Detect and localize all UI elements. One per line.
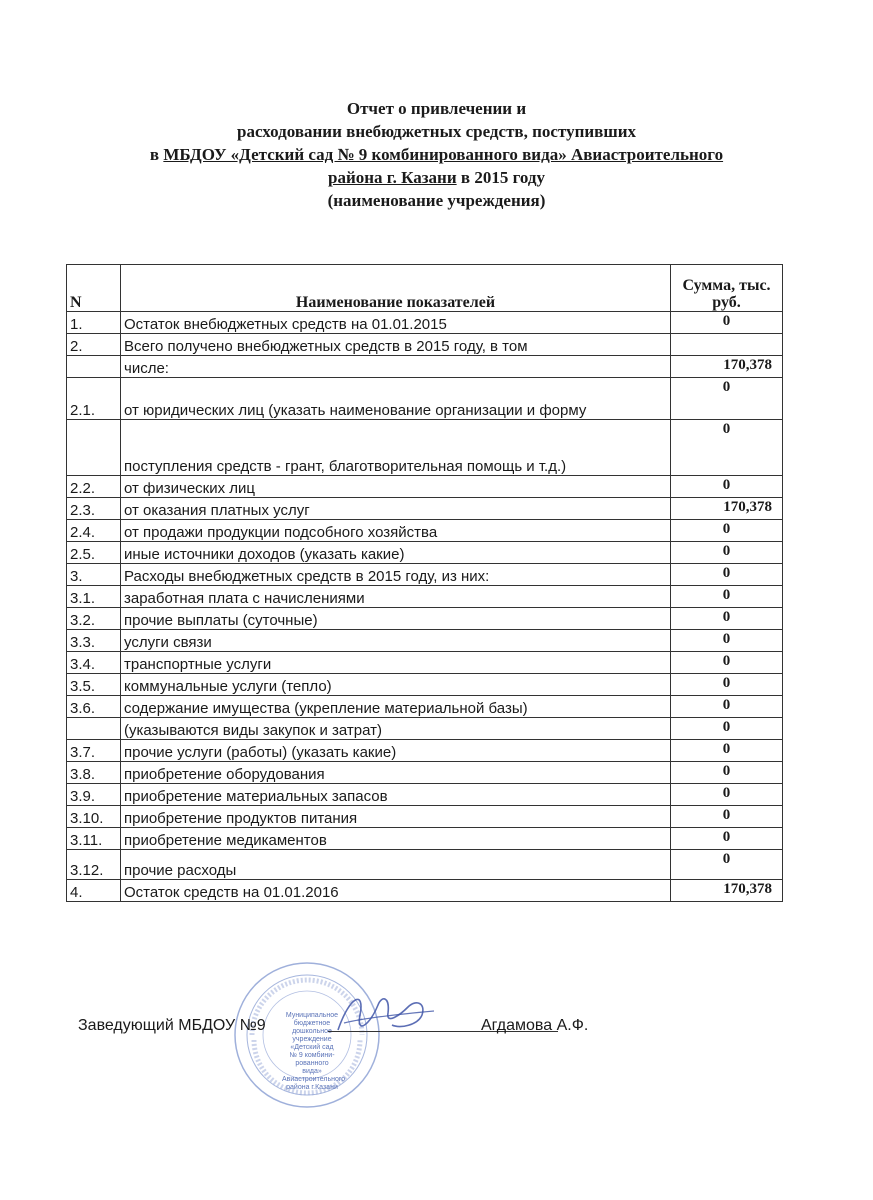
row-indicator-name: Расходы внебюджетных средств в 2015 году, из них:: [121, 564, 671, 586]
row-number: 3.6.: [67, 696, 121, 718]
row-number: 3.7.: [67, 740, 121, 762]
row-number: 3.5.: [67, 674, 121, 696]
row-number: [67, 356, 121, 378]
institution-caption: (наименование учреждения): [327, 191, 546, 210]
signatory-name: Агдамова А.Ф.: [481, 1017, 589, 1034]
row-indicator-name: от физических лиц: [121, 476, 671, 498]
table-row: [67, 586, 783, 608]
table-row: [67, 630, 783, 652]
row-indicator-name: (указываются виды закупок и затрат): [121, 718, 671, 740]
row-amount: 0: [671, 378, 783, 420]
row-amount: 0: [671, 630, 783, 652]
row-indicator-name: от продажи продукции подсобного хозяйства: [121, 520, 671, 542]
row-number: 4.: [67, 880, 121, 902]
row-indicator-name: прочие выплаты (суточные): [121, 608, 671, 630]
row-amount: 170,378: [671, 498, 783, 520]
row-amount: [671, 334, 783, 356]
table-row: [67, 420, 783, 476]
row-indicator-name: приобретение оборудования: [121, 762, 671, 784]
table-row: [67, 718, 783, 740]
signature-block: [78, 1017, 698, 1047]
row-number: 3.12.: [67, 850, 121, 880]
stamp-line: бюджетное: [293, 1020, 331, 1027]
report-table: [66, 264, 783, 902]
table-row: [67, 378, 783, 420]
stamp-line: рованного: [295, 1060, 329, 1067]
table-row: [67, 740, 783, 762]
row-amount: 0: [671, 850, 783, 880]
table-header-row: [67, 265, 783, 312]
row-indicator-name: Остаток средств на 01.01.2016: [121, 880, 671, 902]
row-number: 3.4.: [67, 652, 121, 674]
row-amount: 0: [671, 520, 783, 542]
row-number: 2.: [67, 334, 121, 356]
row-amount: 170,378: [671, 356, 783, 378]
table-row: [67, 520, 783, 542]
row-number: 3.2.: [67, 608, 121, 630]
column-header-number: N: [67, 265, 121, 312]
row-number: 3.9.: [67, 784, 121, 806]
table-row: [67, 696, 783, 718]
row-number: 2.4.: [67, 520, 121, 542]
row-amount: 170,378: [671, 880, 783, 902]
row-number: 3.11.: [67, 828, 121, 850]
row-number: 3.8.: [67, 762, 121, 784]
row-indicator-name: приобретение материальных запасов: [121, 784, 671, 806]
table-row: [67, 674, 783, 696]
row-indicator-name: иные источники доходов (указать какие): [121, 542, 671, 564]
row-amount: 0: [671, 674, 783, 696]
row-indicator-name: услуги связи: [121, 630, 671, 652]
row-amount: 0: [671, 608, 783, 630]
title-line-1: Отчет о привлечении и: [346, 99, 527, 118]
row-number: 3.3.: [67, 630, 121, 652]
table-row: [67, 652, 783, 674]
row-number: 1.: [67, 312, 121, 334]
row-number: [67, 420, 121, 476]
title-line-2: расходовании внебюджетных средств, поступивших: [237, 122, 636, 141]
row-indicator-name: Всего получено внебюджетных средств в 2015 году, в том: [121, 334, 671, 356]
row-indicator-name: содержание имущества (укрепление материальной базы): [121, 696, 671, 718]
row-indicator-name: числе:: [121, 356, 671, 378]
table-row: [67, 312, 783, 334]
row-number: 3.1.: [67, 586, 121, 608]
table-row: [67, 762, 783, 784]
row-amount: 0: [671, 784, 783, 806]
row-indicator-name: транспортные услуги: [121, 652, 671, 674]
row-amount: 0: [671, 762, 783, 784]
stamp-line: вида» Авиастроительного: [282, 1068, 346, 1083]
stamp-line: Муниципальное: [285, 1012, 339, 1019]
title-prefix: в: [149, 145, 164, 164]
table-row: [67, 476, 783, 498]
table-row: [67, 828, 783, 850]
signatory-role: Заведующий МБДОУ №9: [78, 1017, 266, 1034]
row-indicator-name: прочие услуги (работы) (указать какие): [121, 740, 671, 762]
row-indicator-name: от юридических лиц (указать наименование организации и форму: [121, 378, 671, 420]
row-amount: 0: [671, 586, 783, 608]
table-row: [67, 806, 783, 828]
row-indicator-name: приобретение продуктов питания: [121, 806, 671, 828]
table-row: [67, 542, 783, 564]
table-body: [67, 312, 783, 902]
table-row: [67, 850, 783, 880]
column-header-name: Наименование показателей: [121, 265, 671, 312]
stamp-line: дошкольное: [292, 1028, 332, 1035]
title-line-4: [40, 166, 833, 189]
row-amount: 0: [671, 652, 783, 674]
table-row: [67, 608, 783, 630]
row-indicator-name: от оказания платных услуг: [121, 498, 671, 520]
row-amount: 0: [671, 718, 783, 740]
row-amount: 0: [671, 564, 783, 586]
row-amount: 0: [671, 740, 783, 762]
row-indicator-name: поступления средств - грант, благотворительная помощь и т.д.): [121, 420, 671, 476]
row-amount: 0: [671, 420, 783, 476]
row-indicator-name: заработная плата с начислениями: [121, 586, 671, 608]
row-number: 3.10.: [67, 806, 121, 828]
table-row: [67, 564, 783, 586]
column-header-sum: Сумма, тыс. руб.: [671, 265, 783, 312]
row-number: 2.2.: [67, 476, 121, 498]
title-line-3: [40, 143, 833, 166]
row-number: 2.5.: [67, 542, 121, 564]
row-amount: 0: [671, 542, 783, 564]
stamp-line: района г.Казани: [286, 1084, 338, 1091]
row-indicator-name: прочие расходы: [121, 850, 671, 880]
table-row: [67, 356, 783, 378]
table-row: [67, 880, 783, 902]
table-row: [67, 334, 783, 356]
row-number: 2.3.: [67, 498, 121, 520]
stamp-line: учреждение: [292, 1036, 332, 1043]
row-indicator-name: коммунальные услуги (тепло): [121, 674, 671, 696]
row-number: [67, 718, 121, 740]
row-amount: 0: [671, 806, 783, 828]
row-indicator-name: Остаток внебюджетных средств на 01.01.2015: [121, 312, 671, 334]
table-row: [67, 498, 783, 520]
report-header: [40, 97, 833, 212]
row-number: 3.: [67, 564, 121, 586]
row-number: 2.1.: [67, 378, 121, 420]
row-amount: 0: [671, 476, 783, 498]
institution-district: района г. Казани: [328, 168, 457, 187]
row-indicator-name: приобретение медикаментов: [121, 828, 671, 850]
row-amount: 0: [671, 312, 783, 334]
stamp-line: № 9 комбини-: [289, 1052, 335, 1059]
stamp-line: «Детский сад: [290, 1044, 334, 1051]
table-row: [67, 784, 783, 806]
row-amount: 0: [671, 696, 783, 718]
row-amount: 0: [671, 828, 783, 850]
title-year: в 2015 году: [456, 168, 545, 187]
institution-name: МБДОУ «Детский сад № 9 комбинированного вида» Авиастроительного: [163, 145, 724, 164]
